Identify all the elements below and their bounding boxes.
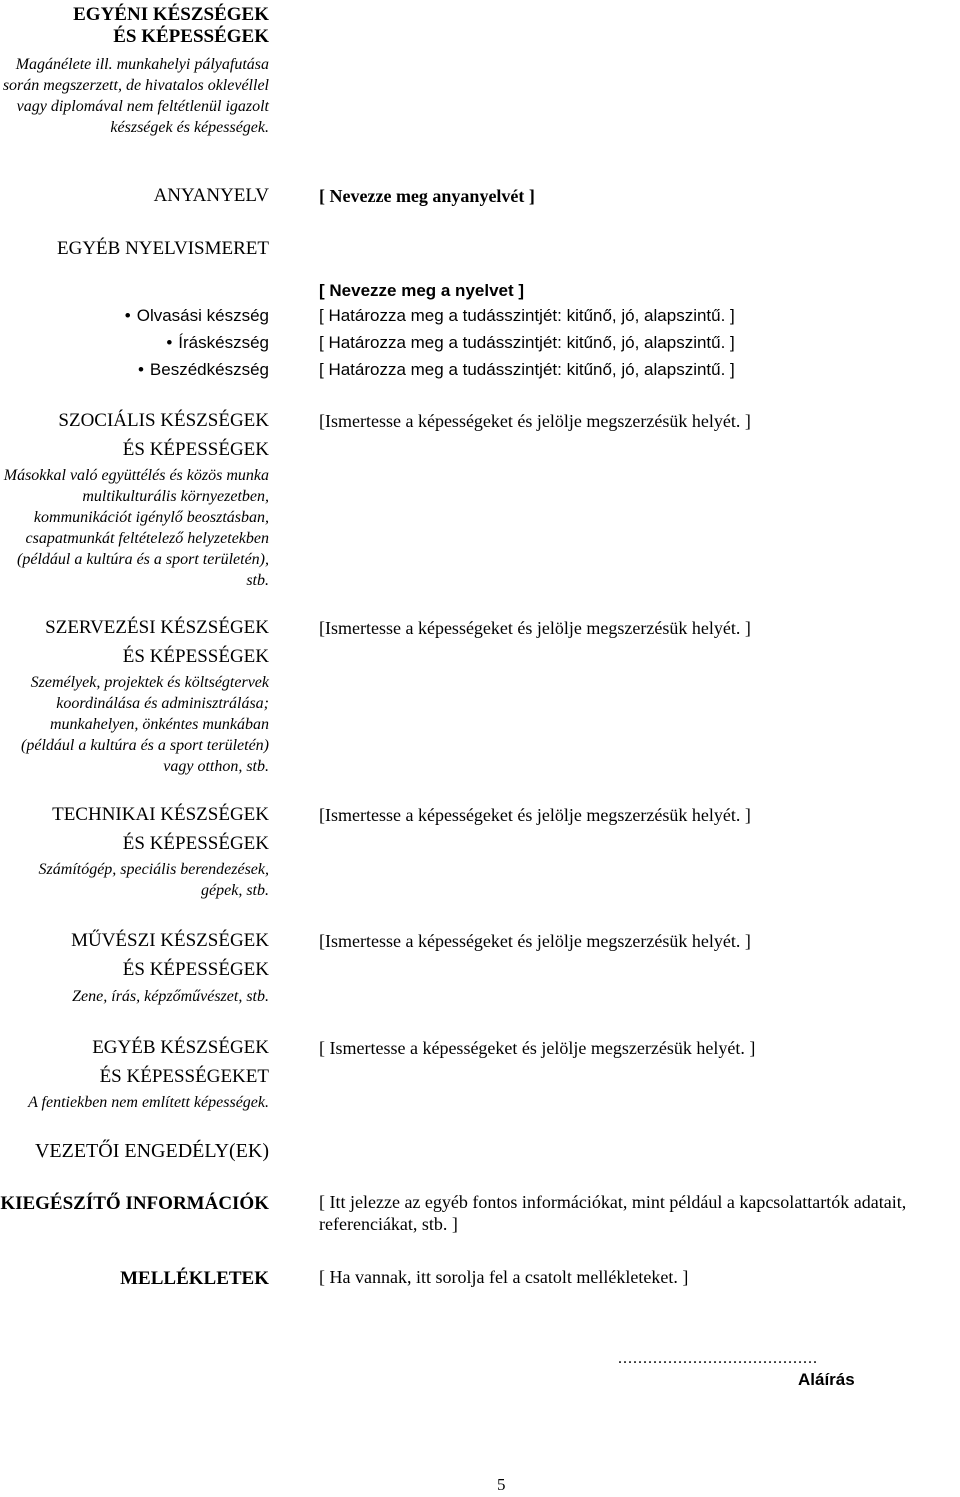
- personal-skills-description: Magánélete ill. munkahelyi pályafutása során megszerzett, de hivatalos oklevéllel vagy diplomával nem feltétlenül igazolt készségek és képességek.: [2, 56, 269, 136]
- mother-tongue-label: ANYANYELV: [153, 185, 269, 206]
- mother-tongue-value: [ Nevezze meg anyanyelvét ]: [319, 186, 535, 206]
- speaking-skill-level: [ Határozza meg a tudásszintjét: kitűnő, jó, alapszintű. ]: [319, 360, 735, 379]
- other-skills-heading-line2: ÉS KÉPESSÉGEKET: [99, 1066, 269, 1087]
- bullet-icon: •: [124, 306, 131, 325]
- reading-skill-text: Olvasási készség: [136, 306, 269, 325]
- technical-skills-value: [Ismertesse a képességeket és jelölje megszerzésük helyét. ]: [319, 805, 751, 825]
- artistic-skills-description: Zene, írás, képzőművészet, stb.: [72, 988, 269, 1005]
- reading-skill-label: [125, 305, 269, 327]
- artistic-skills-heading-line2: ÉS KÉPESSÉGEK: [122, 959, 269, 980]
- annexes-label: MELLÉKLETEK: [120, 1268, 269, 1289]
- organisational-skills-heading: [45, 617, 269, 668]
- social-skills-value: [Ismertesse a képességeket és jelölje megszerzésük helyét. ]: [319, 411, 751, 431]
- writing-skill-level: [ Határozza meg a tudásszintjét: kitűnő, jó, alapszintű. ]: [319, 333, 735, 352]
- personal-skills-heading-line2: ÉS KÉPESSÉGEK: [113, 26, 269, 47]
- technical-skills-heading-line1: TECHNIKAI KÉSZSÉGEK: [52, 804, 269, 825]
- personal-skills-heading: [73, 4, 269, 48]
- other-skills-value: [ Ismertesse a képességeket és jelölje megszerzésük helyét. ]: [319, 1038, 756, 1058]
- speaking-skill-text: Beszédkészség: [149, 360, 269, 379]
- reading-skill-level: [ Határozza meg a tudásszintjét: kitűnő, jó, alapszintű. ]: [319, 306, 735, 325]
- social-skills-description: Másokkal való együttélés és közös munka multikulturális környezetben, kommunikációt igénylő beosztásban, csapatmunkát feltételező helyzetekben (például a kultúra és a sport területén), stb.: [3, 467, 269, 589]
- artistic-skills-value: [Ismertesse a képességeket és jelölje megszerzésük helyét. ]: [319, 931, 751, 951]
- technical-skills-heading: [52, 804, 269, 855]
- organisational-skills-value: [Ismertesse a képességeket és jelölje megszerzésük helyét. ]: [319, 618, 751, 638]
- social-skills-heading-line1: SZOCIÁLIS KÉSZSÉGEK: [58, 410, 269, 431]
- writing-skill-label: [166, 332, 269, 354]
- page-number: 5: [497, 1475, 506, 1494]
- bullet-icon: •: [137, 360, 144, 379]
- technical-skills-description: Számítógép, speciális berendezések, gépek, stb.: [38, 861, 269, 899]
- other-skills-heading-line1: EGYÉB KÉSZSÉGEK: [92, 1037, 269, 1058]
- speaking-skill-label: [138, 359, 269, 381]
- artistic-skills-heading-line1: MŰVÉSZI KÉSZSÉGEK: [71, 930, 269, 951]
- additional-info-label: KIEGÉSZÍTŐ INFORMÁCIÓK: [0, 1193, 269, 1214]
- artistic-skills-heading: [71, 930, 269, 981]
- organisational-skills-heading-line1: SZERVEZÉSI KÉSZSÉGEK: [45, 617, 269, 638]
- signature-line: ........................................: [618, 1350, 818, 1367]
- language-name-placeholder: [ Nevezze meg a nyelvet ]: [319, 281, 525, 300]
- annexes-value: [ Ha vannak, itt sorolja fel a csatolt mellékleteket. ]: [319, 1267, 689, 1287]
- bullet-icon: •: [166, 333, 173, 352]
- organisational-skills-heading-line2: ÉS KÉPESSÉGEK: [122, 646, 269, 667]
- additional-info-value: [ Itt jelezze az egyéb fontos információkat, mint például a kapcsolattartók adatait, referenciákat, stb. ]: [319, 1192, 907, 1234]
- other-languages-label: EGYÉB NYELVISMERET: [57, 238, 269, 259]
- personal-skills-heading-line1: EGYÉNI KÉSZSÉGEK: [73, 4, 269, 25]
- social-skills-heading-line2: ÉS KÉPESSÉGEK: [122, 439, 269, 460]
- other-skills-heading: [92, 1037, 269, 1088]
- writing-skill-text: Íráskészség: [178, 333, 269, 352]
- organisational-skills-description: Személyek, projektek és költségtervek koordinálása és adminisztrálása; munkahelyen, önkéntes munkában (például a kultúra és a sport területén) vagy otthon, stb.: [21, 674, 269, 775]
- driving-licence-label: VEZETŐI ENGEDÉLY(EK): [34, 1140, 269, 1162]
- signature-label: Aláírás: [798, 1370, 855, 1389]
- other-skills-description: A fentiekben nem említett képességek.: [28, 1094, 269, 1111]
- technical-skills-heading-line2: ÉS KÉPESSÉGEK: [122, 833, 269, 854]
- social-skills-heading: [58, 410, 269, 461]
